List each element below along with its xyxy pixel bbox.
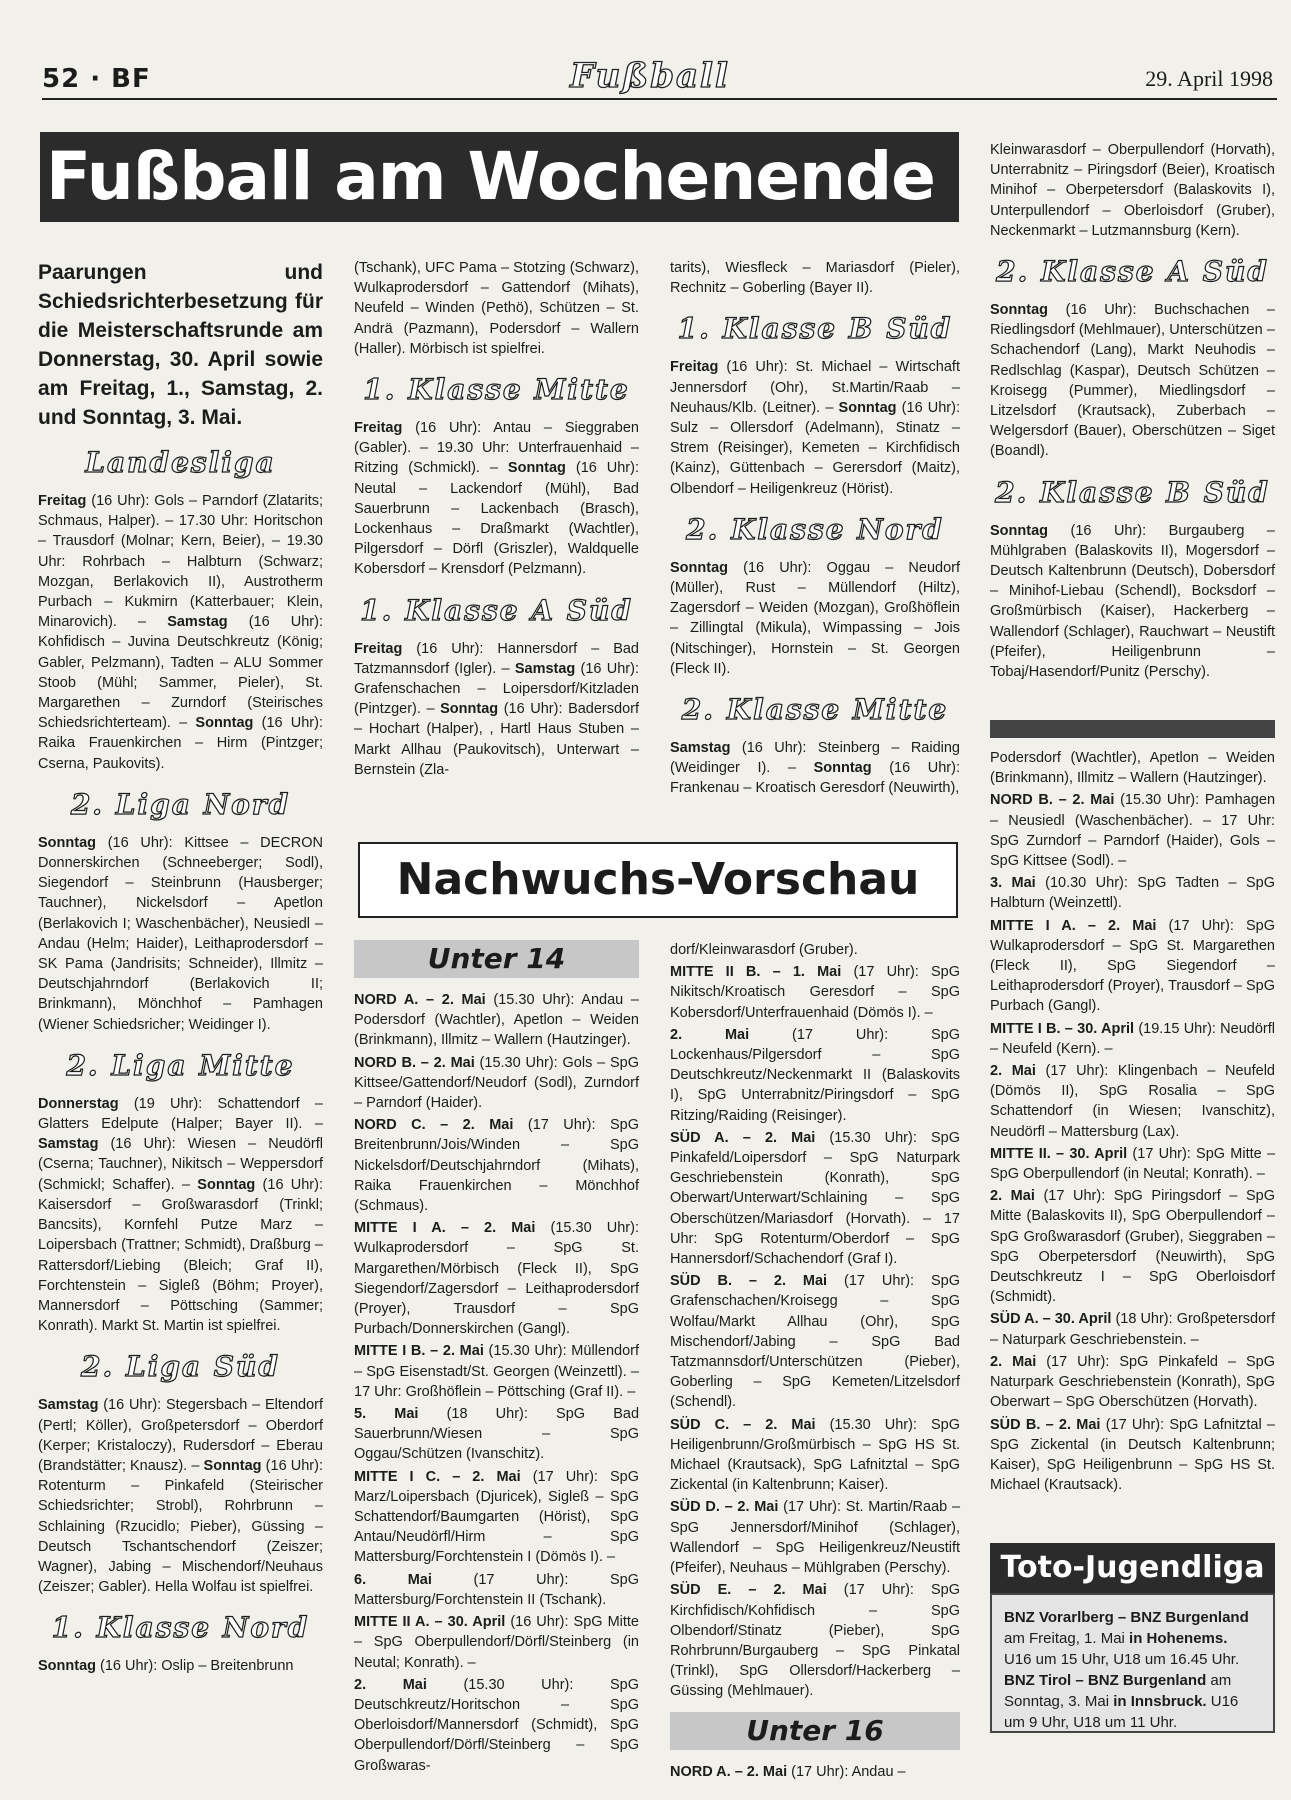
youth-fixture: NORD B. – 2. Mai (15.30 Uhr): Gols – SpG Kittsee/Gattendorf/Neudorf (Sodl), Zurndorf – Parndorf (Haider). xyxy=(354,1054,640,1112)
youth-fixture: SÜD A. – 2. Mai (15.30 Uhr): SpG Pinkafeld/Loipersdorf – SpG Naturpark Geschriebenstein (Konrath), SpG Oberwart/Unterwart/Schlaining – SpG Oberschützen/Mariasdorf (Horvath). – 17 Uhr: SpG Rotenturm/Oberdorf – SpG Hannersdorf/Schachendorf (Graf I). xyxy=(670,1129,960,1268)
fixtures-2-klasse-nord: Sonntag (16 Uhr): Oggau – Neudorf (Müller), Rust – Müllendorf (Hiltz), Zagersdorf – Weiden (Mozgan), Großhöflein – Zillingtal (Mikula), Wimpassing – Jois (Nitschinger), Hornstein – St. Georgen (Fleck II). xyxy=(670,559,960,677)
main-headline: Fußball am Wochenende xyxy=(40,132,959,222)
toto-match-1-date: am Freitag, 1. Mai in Hohenems. xyxy=(1004,1630,1228,1647)
fixtures-2-liga-nord: Sonntag (16 Uhr): Kittsee – DECRON Donnerskirchen (Schneeberger; Sodl), Siegendorf – Steinbrunn (Hausberger; Tauchner), Nickelsdorf – Apetlon (Berlakovich I; Waschenbächer), Neusiedl – Andau (Helm; Haider), Leithaprodersdorf – SK Pama (Jandrisits; Schneider), Illmitz – Deutschjahrndorf (Berlakovich II; Brinkmann), Mönchhof – Pamhagen (Wiener Schiedsricher; Weidinger I). xyxy=(38,834,323,1033)
nachwuchs-headline: Nachwuchs-Vorschau xyxy=(358,842,958,918)
fixtures-continued: tarits), Wiesfleck – Mariasdorf (Pieler), Rechnitz – Goberling (Bayer II). xyxy=(670,260,960,297)
youth-fixture: MITTE I A. – 2. Mai (15.30 Uhr): Wulkaprodersdorf – SpG St. Margarethen/Mörbisch (Fleck II), SpG Siegendorf/Zagersdorf – Leithaprodersdorf (Proyer), Trausdorf – SpG Purbach/Donnerskirchen (Gangl). xyxy=(354,1220,639,1338)
youth-fixture: NORD A. – 2. Mai (17 Uhr): Andau – xyxy=(670,1763,906,1780)
issue-date: 29. April 1998 xyxy=(1145,66,1273,91)
youth-fixture: MITTE II B. – 1. Mai (17 Uhr): SpG Nikitsch/Kroatisch Geresdorf – SpG Kobersdorf/Unterfrauenhaid (Dömös I). – xyxy=(670,964,960,1021)
youth-fixture: Podersdorf (Wachtler), Apetlon – Weiden (Brinkmann), Illmitz – Wallern (Hautzinger). xyxy=(990,750,1275,787)
heading-1-klasse-b-sued: 1. Klasse B Süd xyxy=(677,312,953,346)
youth-fixture: NORD C. – 2. Mai (17 Uhr): SpG Breitenbrunn/Jois/Winden – SpG Nickelsdorf/Deutschjahrndorf (Mihats), Raika Frauenkirchen – Mönchhof (Schmaus). xyxy=(354,1117,640,1215)
fixtures-1-klasse-mitte: Freitag (16 Uhr): Antau – Sieggraben (Gabler). – 19.30 Uhr: Unterfrauenhaid – Ritzing (Schmickl). – Sonntag (16 Uhr): Neutal – Lackendorf (Mühl), Bad Sauerbrunn – Lackenbach (Brasch), Lockenhaus – Draßmarkt (Wachtler), Pilgersdorf – Dörfl (Griszler), Waldquelle Kobersdorf – Krensdorf (Pelzmann). xyxy=(354,420,639,578)
youth-fixture: SÜD C. – 2. Mai (15.30 Uhr): SpG Heiligenbrunn/Großmürbisch – SpG HS St. Michael (Krautsack), SpG Lafnitztal – SpG Zickental (in Kaltenbrunn; Kaiser). xyxy=(670,1416,960,1494)
youth-fixture: 2. Mai (17 Uhr): SpG Pinkafeld – SpG Naturpark Geschriebenstein (Konrath), SpG Oberwart – SpG Oberschützen (Horvath). xyxy=(990,1353,1276,1411)
toto-match-1-times: U16 um 15 Uhr, U18 um 16.45 Uhr. xyxy=(1004,1651,1240,1668)
intro-text: Paarungen und Schiedsrichterbesetzung für die Meisterschaftsrunde am Donnerstag, 30. April sowie am Freitag, 1., Samstag, 2. und Sonntag, 3. Mai. xyxy=(38,261,323,429)
youth-fixture: MITTE I B. – 30. April (19.15 Uhr): Neudörfl – Neufeld (Kern). – xyxy=(990,1020,1275,1057)
fixtures-1-klasse-a-sued: Freitag (16 Uhr): Hannersdorf – Bad Tatzmannsdorf (Igler). – Samstag (16 Uhr): Grafenschachen – Loipersdorf/Kitzladen (Pintzger). – Sonntag (16 Uhr): Badersdorf – Hochart (Halper), , Hartl Haus Stuben – Markt Allhau (Paukovitsch), Unterwart – Bernstein (Zla- xyxy=(354,640,639,778)
heading-1-klasse-a-sued: 1. Klasse A Süd xyxy=(360,593,633,627)
toto-jugendliga-heading: Toto-Jugendliga xyxy=(990,1543,1275,1593)
youth-fixture: NORD A. – 2. Mai (15.30 Uhr): Andau – Podersdorf (Wachtler), Apetlon – Weiden (Brinkmann), Illmitz – Wallern (Hautzinger). xyxy=(354,992,639,1049)
column-3 xyxy=(670,258,960,823)
fixtures-2-liga-mitte: Donnerstag (19 Uhr): Schattendorf – Glatters Edelpute (Halper; Bayer II). – Samstag (16 Uhr): Wiesen – Neudörfl (Cserna; Tauchner), Nikitsch – Weppersdorf (Schmickl; Schaffer). – Sonntag (16 Uhr): Kaisersdorf – Großwarasdorf (Trinkl; Bancsits), Kornfehl Putze Marz – Loipersbach (Trattner; Schmidt), Draßburg – Rattersdorf/Liebing (Bleich; Graf II), Forchtenstein – Sigleß (Böhm; Proyer), Mannersdorf – Pöttsching (Sammer; Konrath). Markt St. Martin ist spielfrei. xyxy=(38,1095,323,1335)
youth-fixture: MITTE I A. – 2. Mai (17 Uhr): SpG Wulkaprodersdorf – SpG St. Margarethen (Fleck II), SpG Siegendorf – Leithaprodersdorf (Proyer), Trausdorf – SpG Purbach (Gangl). xyxy=(990,917,1275,1015)
heading-2-liga-nord: 2. Liga Nord xyxy=(70,787,291,821)
youth-fixture: 2. Mai (17 Uhr): Klingenbach – Neufeld (Dömös II), SpG Rosalia – SpG Schattendorf (in Wiesen; Ivanschitz), Neudörfl – Mattersburg (Lax). xyxy=(990,1063,1275,1140)
youth-fixture: SÜD D. – 2. Mai (17 Uhr): St. Martin/Raab – SpG Jennersdorf/Minihof (Schlager), Wallendorf – SpG Heiligenkreuz/Neustift (Pfeifer), Neuhaus – Mühlgraben (Perschy). xyxy=(670,1499,961,1577)
youth-fixture: 6. Mai (17 Uhr): SpG Mattersburg/Forchtenstein II (Tschank). xyxy=(354,1571,640,1608)
fixtures-1-klasse-b-sued: Freitag (16 Uhr): St. Michael – Wirtschaft Jennersdorf (Ohr), St.Martin/Raab – Neuhaus/Klb. (Leitner). – Sonntag (16 Uhr): Sulz – Ollersdorf (Adelmann), Stinatz – Strem (Reisinger), Kemeten – Kirchfidisch (Kainz), Güttenbach – Gerersdorf (Maitz), Olbendorf – Heiligenkreuz (Hörist). xyxy=(670,359,960,497)
separator-bar xyxy=(990,720,1275,738)
heading-1-klasse-mitte: 1. Klasse Mitte xyxy=(363,373,630,407)
youth-fixture: 2. Mai (17 Uhr): SpG Piringsdorf – SpG Mitte (Balaskovits II), SpG Oberpullendorf – SpG Großwarasdorf (Gruber), Sieggraben – SpG Oberpetersdorf (Neuwirth), SpG Deutschkreutz I – SpG Oberloisdorf (Schmidt). xyxy=(990,1188,1275,1306)
youth-column-2 xyxy=(354,940,640,1774)
youth-fixture: SÜD B. – 2. Mai (17 Uhr): SpG Lafnitztal – SpG Zickental (in Deutsch Kaltenbrunn; Kaiser), SpG Heiligenbrunn – SpG HS St. Michael (Krautsack). xyxy=(990,1416,1275,1494)
youth-fixture: MITTE I C. – 2. Mai (17 Uhr): SpG Marz/Loipersbach (Djuricek), Sigleß – SpG Schattendorf/Baumgarten (Hörist), SpG Antau/Neudörfl/Hirm – SpG Mattersburg/Forchtenstein I (Dömös I). – xyxy=(354,1468,640,1566)
youth-fixture: 3. Mai (10.30 Uhr): SpG Tadten – SpG Halbturn (Weinzettl). xyxy=(990,875,1276,912)
column-4 xyxy=(990,140,1275,710)
toto-match-1: BNZ Vorarlberg – BNZ Burgenland xyxy=(1004,1609,1249,1626)
youth-column-4 xyxy=(990,748,1275,1528)
heading-unter-16: Unter 16 xyxy=(670,1712,960,1750)
fixtures-2-klasse-a-sued: Sonntag (16 Uhr): Buchschachen – Riedlingsdorf (Mehlmauer), Unterschützen – Schachendorf (Lang), Markt Neuhodis – Redlschlag (Kaspar), Deutsch Schützen – Kroisegg (Pummer), Miedlingsdorf – Litzelsdorf (Krautsack), Zuberbach – Welgersdorf (Bauer), Oberschützen – Siget (Boandl). xyxy=(990,302,1275,460)
heading-2-klasse-mitte: 2. Klasse Mitte xyxy=(681,693,949,727)
heading-2-liga-mitte: 2. Liga Mitte xyxy=(66,1048,295,1082)
youth-fixture: 2. Mai (15.30 Uhr): SpG Deutschkreutz/Horitschon – SpG Oberloisdorf/Mannersdorf (Schmidt), SpG Oberpullendorf/Dörfl/Steinberg – SpG Großwaras- xyxy=(354,1676,639,1774)
section-title: Fußball xyxy=(570,56,730,96)
fixtures-continued: Kleinwarasdorf – Oberpullendorf (Horvath), Unterrabnitz – Piringsdorf (Beier), Kroatisch Minihof – Oberpetersdorf (Balaskovits I), Unterpullendorf – Oberloisdorf (Gruber), Neckenmarkt – Lutzmannsburg (Kern). xyxy=(990,142,1275,239)
page-number: 52 · BF xyxy=(42,64,151,94)
youth-column-3 xyxy=(670,940,961,1780)
heading-unter-14: Unter 14 xyxy=(354,940,639,978)
youth-fixture: NORD B. – 2. Mai (15.30 Uhr): Pamhagen – Neusiedl (Waschenbächer). – 17 Uhr: SpG Zurndorf – Parndorf (Haider), Gols – SpG Kittsee (Sodl). – xyxy=(990,792,1276,870)
heading-2-liga-sued: 2. Liga Süd xyxy=(81,1350,280,1384)
youth-fixture: MITTE II. – 30. April (17 Uhr): SpG Mitte – SpG Oberpullendorf (in Neutal; Konrath). – xyxy=(990,1145,1276,1183)
fixtures-2-liga-sued: Samstag (16 Uhr): Stegersbach – Eltendorf (Pertl; Köller), Großpetersdorf – Oberdorf (Kerper; Kristaloczy), Rudersdorf – Eberau (Brandstätter; Knausz). – Sonntag (16 Uhr): Rotenturm – Pinkafeld (Steirischer Schiedsrichter; Strobl), Rohrbrunn – Schlaining (Rzucidlo; Pieber), Güssing – Deutsch Tschantschendorf (Zeiszer; Wagner), Jabing – Mischendorf/Neuhaus (Zeiszer; Gabler). Hella Wolfau ist spielfrei. xyxy=(38,1397,323,1596)
heading-1-klasse-nord: 1. Klasse Nord xyxy=(51,1611,310,1645)
heading-2-klasse-a-sued: 2. Klasse A Süd xyxy=(996,255,1269,289)
youth-fixture: 2. Mai (17 Uhr): SpG Lockenhaus/Pilgersdorf – SpG Deutschkreutz/Neckenmarkt II (Balaskovits I), SpG Unterrabnitz/Piringsdorf – SpG Ritzing/Raiding (Reisinger). xyxy=(670,1026,961,1124)
youth-fixture: dorf/Kleinwarasdorf (Gruber). xyxy=(670,942,858,958)
column-1 xyxy=(38,258,323,1788)
heading-2-klasse-b-sued: 2. Klasse B Süd xyxy=(995,475,1270,509)
heading-2-klasse-nord: 2. Klasse Nord xyxy=(686,512,944,546)
youth-fixture: SÜD E. – 2. Mai (17 Uhr): SpG Kirchfidisch/Kohfidisch – SpG Olbendorf/Stinatz (Pieber), SpG Rohrbrunn/Burgauberg – SpG Pinkatal (Trinkl), SpG Ollersdorf/Hackerberg – Güssing (Mehlmauer). xyxy=(670,1582,960,1700)
column-2 xyxy=(354,258,639,823)
youth-fixture: 5. Mai (18 Uhr): SpG Bad Sauerbrunn/Wiesen – SpG Oggau/Schützen (Ivanschitz). xyxy=(354,1406,640,1463)
heading-landesliga: Landesliga xyxy=(85,446,276,479)
youth-fixture: MITTE I B. – 2. Mai (15.30 Uhr): Müllendorf – SpG Eisenstadt/St. Georgen (Weinzettl). – 17 Uhr: Großhöflein – Pöttsching (Graf II). – xyxy=(354,1343,639,1400)
header-rule xyxy=(42,98,1277,100)
fixtures-continued: (Tschank), UFC Pama – Stotzing (Schwarz), Wulkaprodersdorf – Gattendorf (Mihats), Neufeld – Winden (Pethö), Schützen – St. Andrä (Pazmann), Podersdorf – Wallern (Haller). Mörbisch ist spielfrei. xyxy=(354,260,639,357)
fixtures-1-klasse-nord: Sonntag (16 Uhr): Oslip – Breitenbrunn xyxy=(38,1658,294,1675)
youth-fixture: SÜD A. – 30. April (18 Uhr): Großpetersdorf – Naturpark Geschriebenstein. – xyxy=(990,1311,1276,1348)
toto-match-2: BNZ Tirol – BNZ Burgenland am Sonntag, 3. Mai in Innsbruck. U16 um 9 Uhr, U18 um 11 Uhr. xyxy=(1004,1672,1239,1731)
youth-fixture: SÜD B. – 2. Mai (17 Uhr): SpG Grafenschachen/Kroisegg – SpG Wolfau/Markt Allhau (Ohr), SpG Mischendorf/Jabing – SpG Bad Tatzmannsdorf/Unterschützen (Pieber), Goberling – SpG Kemeten/Litzelsdorf (Schendl). xyxy=(670,1273,960,1411)
youth-fixture: MITTE II A. – 30. April (16 Uhr): SpG Mitte – SpG Oberpullendorf/Dörfl/Steinberg (in Neutal; Konrath). – xyxy=(354,1614,639,1671)
fixtures-landesliga: Freitag (16 Uhr): Gols – Parndorf (Zlatarits; Schmaus, Halper). – 17.30 Uhr: Horitschon – Trausdorf (Molnar; Kern, Beier), – 19.30 Uhr: Rohrbach – Halbturn (Schwarz; Mozgan, Berlakovich II), Austrotherm Purbach – Kukmirn (Katterbauer; Klein, Minarovich). – Samstag (16 Uhr): Kohfidisch – Juvina Deutschkreutz (König; Gabler, Pelzmann), Tadten – ALU Sommer Stoob (Mühl; Sammer, Pieler), St. Margarethen – Zurndorf (Steirisches Schiedsrichterteam). – Sonntag (16 Uhr): Raika Frauenkirchen – Hirm (Pintzger; Cserna, Paukovits). xyxy=(38,493,323,772)
fixtures-2-klasse-b-sued: Sonntag (16 Uhr): Burgauberg – Mühlgraben (Balaskovits II), Mogersdorf – Deutsch Kaltenbrunn (Deutsch), Dobersdorf – Minihof-Liebau (Schendl), Bocksdorf – Großmürbisch (Kaiser), Hackerberg – Wallendorf (Schlager), Rauchwart – Neustift (Pfeifer), Heiligenbrunn – Tobaj/Hasendorf/Punitz (Perschy). xyxy=(990,522,1275,681)
fixtures-2-klasse-mitte: Samstag (16 Uhr): Steinberg – Raiding (Weidinger I). – Sonntag (16 Uhr): Frankenau – Kroatisch Geresdorf (Neuwirth), xyxy=(670,740,960,797)
toto-jugendliga-box xyxy=(990,1593,1275,1733)
